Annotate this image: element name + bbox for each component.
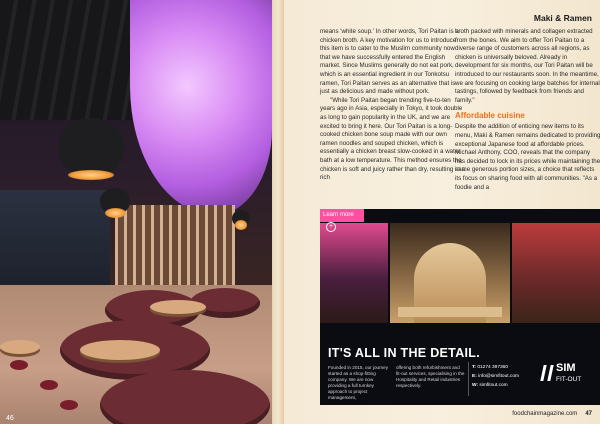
advert-blurb: Founded in 2015, our journey started as a shop-fitting company. We are now providing a full turnkey approach to project management, <box>328 365 389 400</box>
phone-row[interactable] <box>472 363 519 372</box>
advert-photo <box>320 223 388 323</box>
page-gutter <box>272 0 284 424</box>
advert-blurb: offering both refurbishment and fit-out services, specialising in the Hospitality and Retail industries respectively. <box>396 365 465 388</box>
email-label: E: <box>472 374 477 379</box>
web-label: W: <box>472 383 479 388</box>
sim-fitout-advert[interactable] <box>320 209 600 405</box>
article-paragraph: "While Tori Paitan began trending five-to-ten years ago in Asia, especially in Tokyo, it took double as long to gain popularity in the UK, and we are excited to bring it here. Our Tori Paitan is a long-cooked chicken bone soup made with our own ramen noodles and souped chicken, which is essentially a chicken breast slow-cooked in a water bath at a low temperature. This method ensures the chicken is soft and juicy rather than dry, resulting in a rich <box>320 96 466 182</box>
web-address: simfitout.com <box>479 383 508 388</box>
pendant-lamp <box>232 210 250 226</box>
article-column-2 <box>455 28 600 192</box>
plus-icon: + <box>326 222 336 232</box>
phone-number: 01274 397360 <box>477 365 509 370</box>
web-row[interactable] <box>472 381 519 390</box>
logo-mark-icon <box>540 365 553 381</box>
logo-text-bottom: FIT-OUT <box>556 376 582 383</box>
graffiti-wall <box>0 190 110 290</box>
pendant-lamp <box>100 188 130 214</box>
advert-photo <box>512 223 600 323</box>
phone-label: T: <box>472 365 476 370</box>
pendant-lamp <box>58 118 124 176</box>
page-footer <box>512 411 592 417</box>
learn-more-button[interactable] <box>320 209 364 231</box>
restaurant-interior-photo <box>0 0 272 424</box>
cherry-blossom-installation <box>130 0 272 215</box>
footer-site[interactable]: foodchainmagazine.com <box>512 411 578 417</box>
bar-stool <box>60 400 78 410</box>
bar-stool <box>40 380 58 390</box>
article-column-1 <box>320 28 466 183</box>
subheading: Affordable cuisine <box>455 111 525 121</box>
advert-contact <box>472 363 519 390</box>
learn-more-label: Learn more <box>323 212 354 218</box>
dining-table <box>0 340 40 354</box>
bar-stool <box>10 360 28 370</box>
left-page-number: 46 <box>6 415 14 422</box>
wooden-slat-screen <box>115 205 235 285</box>
email-address: info@simfitout.com <box>478 374 519 379</box>
dining-table <box>150 300 206 314</box>
bar-counter <box>398 307 502 317</box>
advert-divider <box>468 362 469 396</box>
advert-photo <box>390 223 510 323</box>
section-header: Maki & Ramen <box>533 13 592 23</box>
article-paragraph: Despite the addition of enticing new items to its menu, Maki & Ramen remains dedicated to providing exceptional Japanese food at affordable prices. Michael Anthony, COO, reveals that the company has decided to lock in its prices while maintaining the same generous portion sizes, a choice that reflects its focus on sharing food with all communities. "As a foodie and a <box>455 123 600 191</box>
logo-text-top: SIM <box>556 362 576 374</box>
email-row[interactable] <box>472 372 519 381</box>
advert-tagline: IT'S ALL IN THE DETAIL. <box>328 346 480 360</box>
article-page <box>284 0 600 424</box>
sim-fitout-logo <box>542 361 598 391</box>
article-paragraph: means 'white soup.' In other words, Tori Paitan is a chicken broth. A key motivation for us to introduce this item is to cater to the Muslim community now that we have successfully entered the English market. Since Muslims generally do not eat pork, which is an essential ingredient in our Tonkotsu ramen, Tori Paitan serves as an alternative that is just as delicious and made without pork. <box>320 28 459 96</box>
right-page-number: 47 <box>585 411 592 417</box>
dining-table <box>80 340 160 360</box>
article-paragraph: broth packed with minerals and collagen extracted from the bones. We aim to offer Tori Paitan to a diverse range of customers across all regions, as chicken is universally beloved. Already in development for six months, our Tori Paitan will be introduced to our restaurants soon. In the meantime, we are focusing on cooking large batches for internal tastings, followed by feedback from friends and family." <box>455 28 600 104</box>
